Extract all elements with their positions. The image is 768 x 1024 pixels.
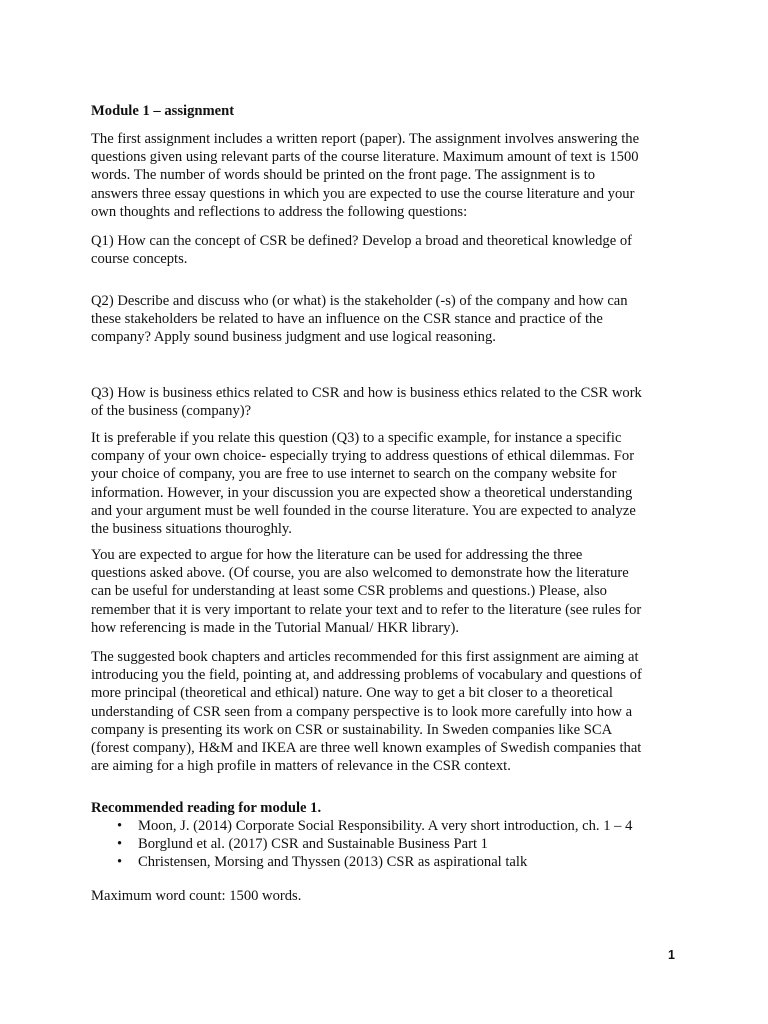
reading-list <box>91 817 691 872</box>
text-line: Q1) How can the concept of CSR be defined? Develop a broad and theoretical knowledge of <box>91 233 632 249</box>
text-line: are aiming for a high profile in matters of relevance in the CSR context. <box>91 758 511 775</box>
question-2 <box>91 292 691 347</box>
reading-item-text: Moon, J. (2014) Corporate Social Responsibility. A very short introduction, ch. 1 – 4 <box>138 818 633 834</box>
text-line: Q3) How is business ethics related to CSR and how is business ethics related to the CSR work <box>91 385 642 401</box>
text-line: It is preferable if you relate this question (Q3) to a specific example, for instance a specific <box>91 430 622 446</box>
question-1 <box>91 232 691 268</box>
text-line: questions given using relevant parts of the course literature. Maximum amount of text is 1500 <box>91 149 639 166</box>
title-text: Module 1 – assignment <box>91 103 235 119</box>
text-line: can be useful for understanding at least some CSR problems and questions.) Please, also <box>91 583 607 600</box>
text-line: The suggested book chapters and articles recommended for this first assignment are aiming at <box>91 649 639 665</box>
word-count-note <box>91 887 691 905</box>
text-line: and your argument must be well founded in the course literature. You are expected to analyze <box>91 502 636 519</box>
reading-heading <box>91 799 691 817</box>
text-line: Maximum word count: 1500 words. <box>91 888 302 904</box>
text-line: questions asked above. (Of course, you are also welcomed to demonstrate how the literature <box>91 565 629 582</box>
reading-item-text: Christensen, Morsing and Thyssen (2013) CSR as aspirational talk <box>138 854 528 871</box>
text-line: of the business (company)? <box>91 403 252 420</box>
text-line: company of your own choice- especially trying to address questions of ethical dilemmas. For <box>91 448 635 465</box>
text-line: your choice of company, you are free to use internet to search on the company website for <box>91 466 617 483</box>
list-item <box>91 817 691 835</box>
reading-item-text: Borglund et al. (2017) CSR and Sustainable Business Part 1 <box>138 836 488 853</box>
text-line: more principal (theoretical and ethical) nature. One way to get a bit closer to a theoretical <box>91 685 613 702</box>
argue-paragraph <box>91 546 691 637</box>
list-item <box>91 835 691 853</box>
suggested-paragraph <box>91 648 691 775</box>
text-line: course concepts. <box>91 251 188 268</box>
example-paragraph <box>91 429 691 538</box>
text-line: company is presenting its work on CSR or sustainability. In Sweden companies like SCA <box>91 721 613 738</box>
text-line: The first assignment includes a written report (paper). The assignment involves answering the <box>91 131 640 147</box>
text-line: answers three essay questions in which you are expected to use the course literature and your <box>91 185 635 202</box>
text-line: Q2) Describe and discuss who (or what) is the stakeholder (-s) of the company and how can <box>91 293 628 309</box>
text-line: understanding of CSR seen from a company perspective is to look more carefully into how a <box>91 703 633 720</box>
text-line: information. However, in your discussion you are expected show a theoretical understanding <box>91 484 633 501</box>
text-line: the business situations thouroghly. <box>91 521 292 538</box>
text-line: how referencing is made in the Tutorial Manual/ HKR library). <box>91 619 460 636</box>
text-line: remember that it is very important to relate your text and to refer to the literature (see rules for <box>91 601 642 618</box>
page-number: 1 <box>668 948 675 962</box>
intro-paragraph <box>91 130 691 221</box>
text-line: these stakeholders be related to have an influence on the CSR stance and practice of the <box>91 311 603 328</box>
text-line: company? Apply sound business judgment and use logical reasoning. <box>91 329 496 346</box>
bullet-icon: • <box>117 836 123 853</box>
question-3 <box>91 384 691 420</box>
list-item <box>91 853 691 871</box>
text-line: words. The number of words should be printed on the front page. The assignment is to <box>91 167 596 184</box>
document-title <box>91 102 691 120</box>
text-line: introducing you the field, pointing at, and addressing problems of vocabulary and questions of <box>91 667 642 684</box>
heading-text: Recommended reading for module 1. <box>91 800 322 816</box>
text-line: (forest company), H&M and IKEA are three well known examples of Swedish companies that <box>91 740 642 757</box>
bullet-icon: • <box>117 818 123 834</box>
text-line: own thoughts and reflections to address the following questions: <box>91 203 468 220</box>
bullet-icon: • <box>117 854 123 871</box>
text-line: You are expected to argue for how the literature can be used for addressing the three <box>91 547 583 563</box>
